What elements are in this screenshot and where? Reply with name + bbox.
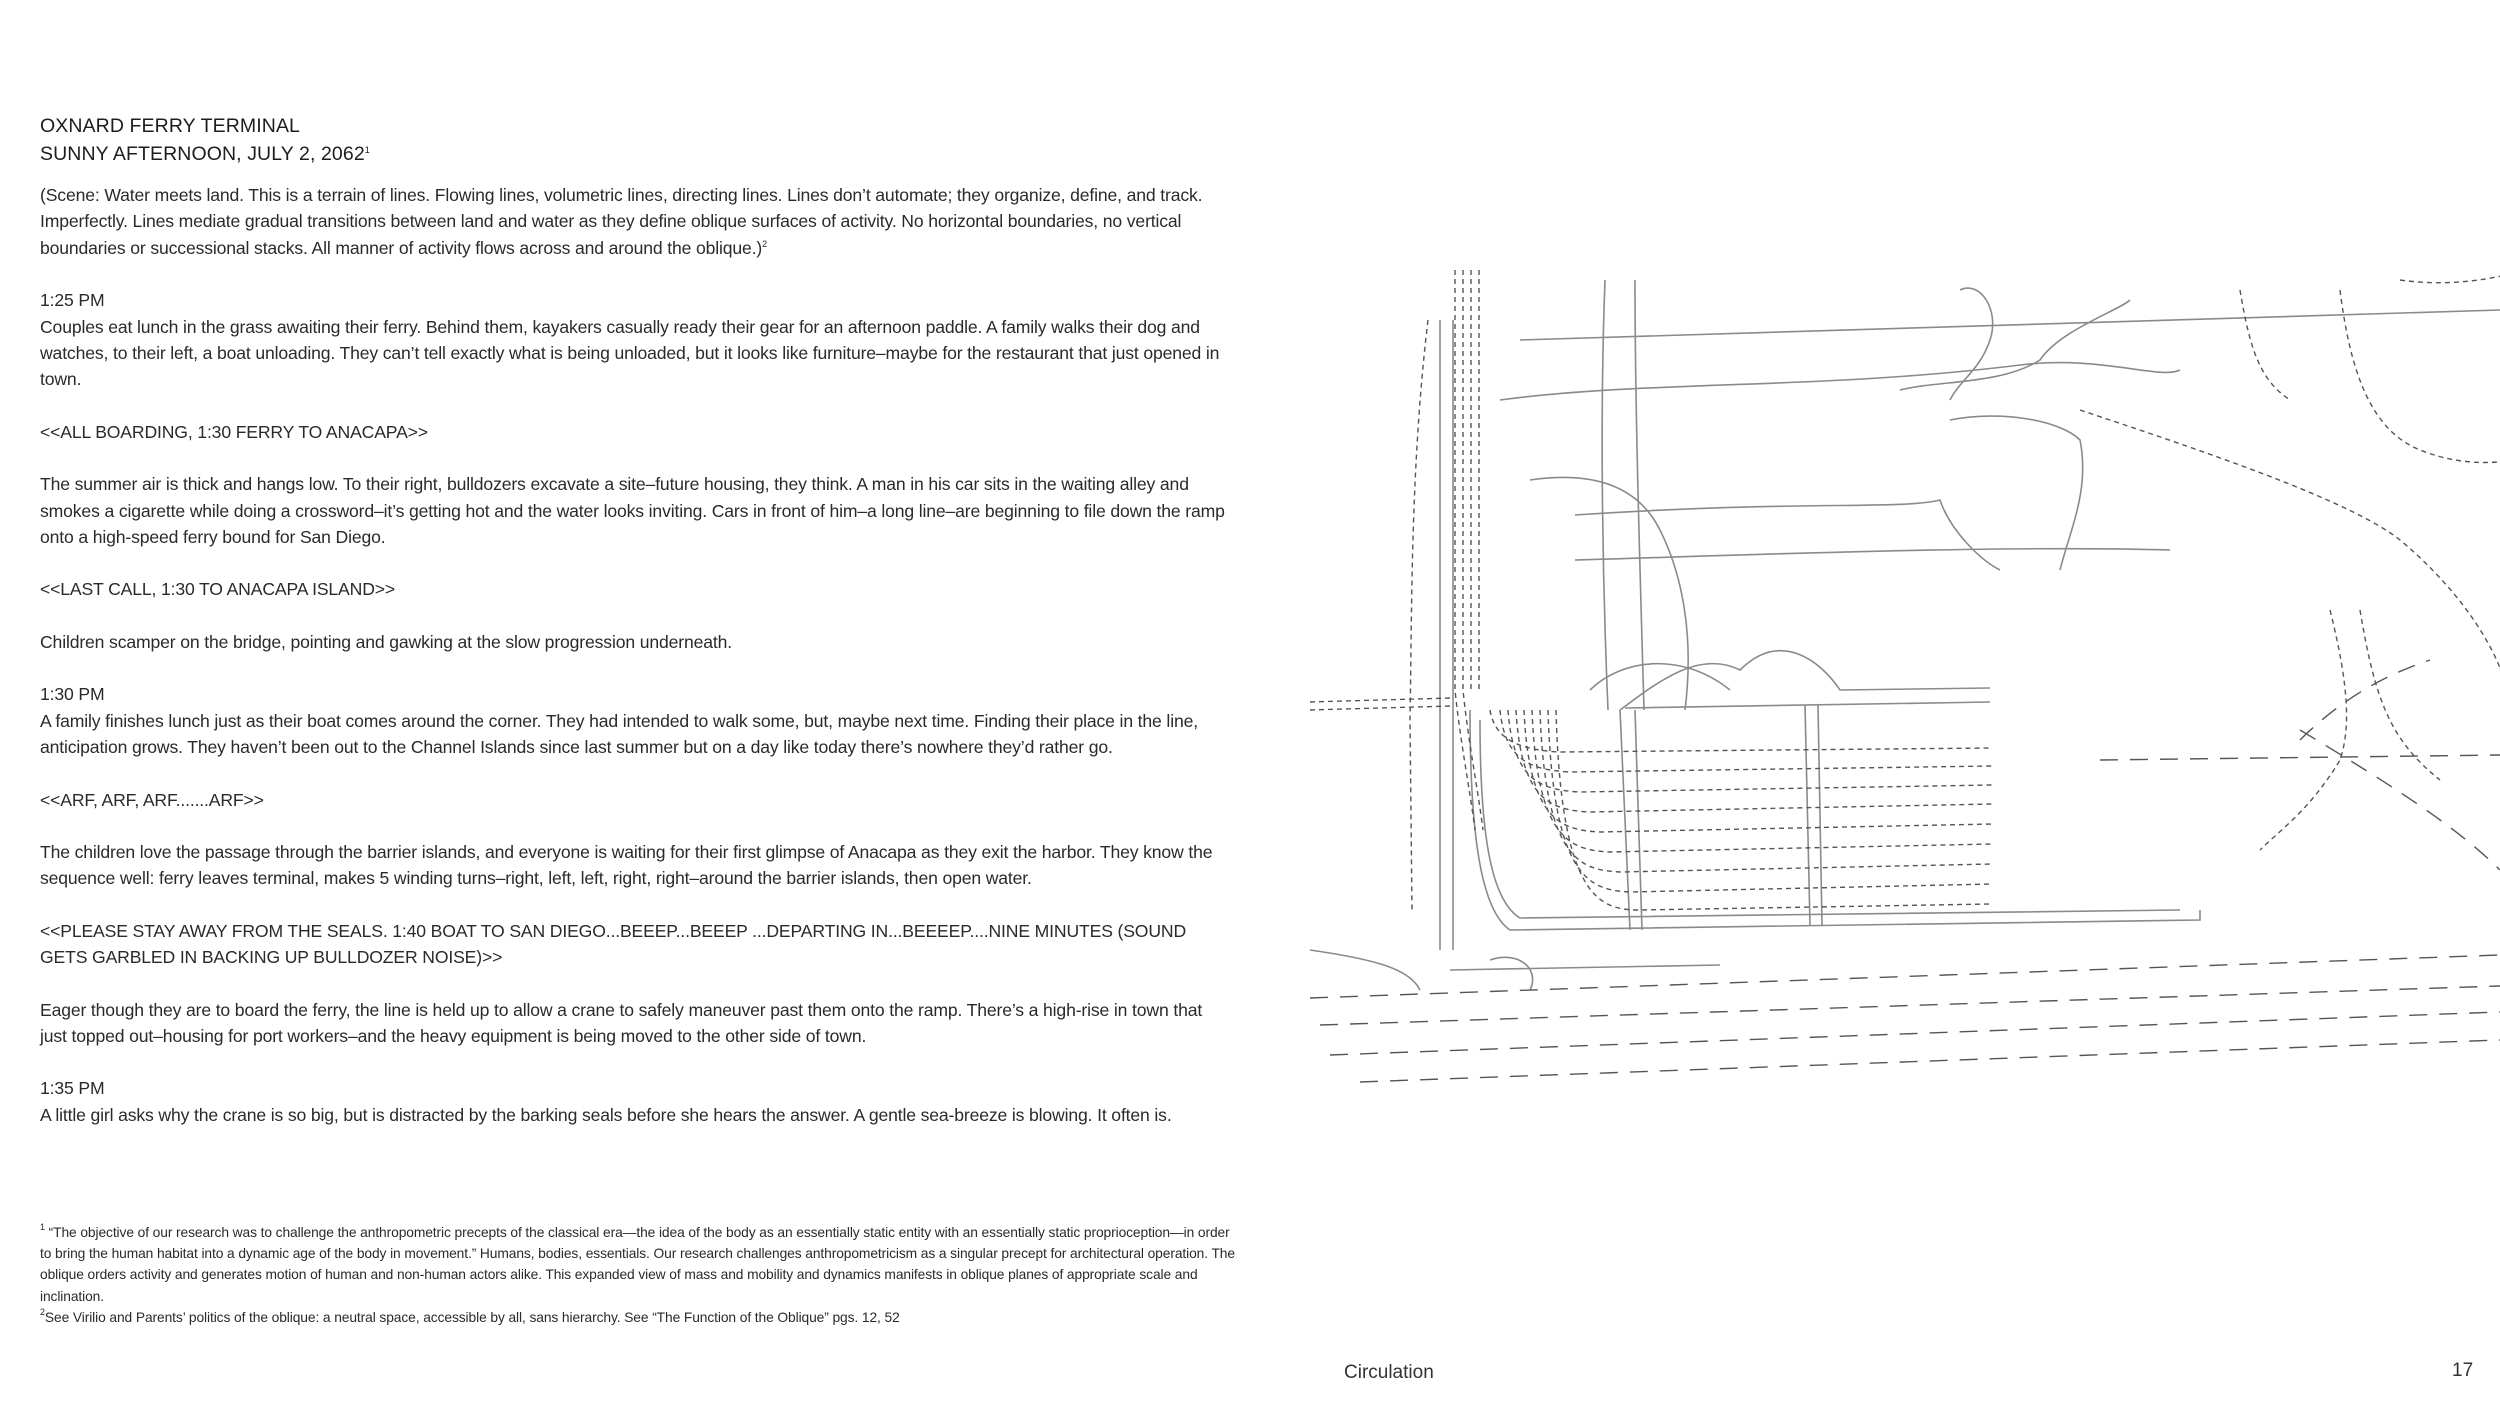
dash-line xyxy=(2360,610,2440,780)
footnote-ref-2: 2 xyxy=(762,238,767,249)
path-line xyxy=(1625,702,1990,708)
path-line xyxy=(1818,705,1822,925)
paragraph: The children love the passage through the barrier islands, and everyone is waiting for their first glimpse of Anacapa as they exit the harbor. They know the sequence well: ferry leaves terminal, makes 5 winding turns–right, left, left, right, right–around the barrier islands, then open water. xyxy=(40,841,1213,889)
paragraph: Eager though they are to board the ferry, the line is held up to allow a crane to safely maneuver past them onto the ramp. There’s a high-rise in town that just topped out–housing for port workers–and the heavy equipment is being moved to the other side of town. xyxy=(40,999,1203,1046)
footnote-1-mark: 1 xyxy=(40,1222,45,1232)
paragraph: A little girl asks why the crane is so big, but is distracted by the barking seals before she hears the answer. A gentle sea-breeze is blowing. It often is. xyxy=(40,1104,1172,1125)
dash-line xyxy=(2400,270,2500,283)
dash-line xyxy=(1540,710,1992,872)
heading-location: OXNARD FERRY TERMINAL xyxy=(40,115,300,137)
water-line xyxy=(2300,730,2500,870)
heading-date xyxy=(40,140,1232,168)
dash-line xyxy=(1455,270,1475,830)
path-line xyxy=(1602,280,1608,710)
water-line xyxy=(2300,660,2430,740)
dash-line xyxy=(2080,410,2500,700)
path-line xyxy=(1620,651,1990,710)
path-line xyxy=(1805,705,1810,925)
dash-line xyxy=(1516,710,1992,812)
time-stamp: 1:30 PM xyxy=(40,684,105,705)
water-line xyxy=(1360,1040,2500,1082)
dash-line xyxy=(1310,698,1450,702)
dash-line xyxy=(1500,710,1992,772)
path-line xyxy=(1310,950,1420,990)
dash-line xyxy=(2260,610,2347,850)
path-line xyxy=(1620,710,1630,930)
path-line xyxy=(1950,288,1993,400)
path-line xyxy=(1470,710,2200,930)
dash-line xyxy=(2240,290,2290,400)
path-line xyxy=(1520,310,2500,340)
announcement: <<ARF, ARF, ARF.......ARF>> xyxy=(40,789,264,810)
footnote-1-text: “The objective of our research was to challenge the anthropometric precepts of the classical era—the idea of the body as an essentially static entity with an essentially static proprioception—in order to bring the human habitat into a dynamic age of the body in movement.” Humans, bodies, essentials. Our research challenges anthropometricism as a singular precept for architectural operation. The oblique orders activity and generates motion of human and non-human actors alike. This expanded view of mass and mobility and dynamics manifests in oblique planes of appropriate scale and inclination. xyxy=(40,1225,1235,1304)
paragraph: The summer air is thick and hangs low. To their right, bulldozers excavate a site–future housing, they think. A man in his car sits in the waiting alley and smokes a cigarette while doing a crossword–it’s getting hot and the water looks inviting. Cars in front of him–a long line–are beginning to file down the ramp onto a high-speed ferry bound for San Diego. xyxy=(40,474,1225,548)
footnote-2-text: See Virilio and Parents’ politics of the oblique: a neutral space, accessible by all, sans hierarchy. See “The Function of the Oblique” pgs. 12, 52 xyxy=(44,1309,900,1325)
path-line xyxy=(1590,664,1730,690)
path-line xyxy=(1490,957,1533,990)
paragraph: A family finishes lunch just as their boat comes around the corner. They had intended to walk some, but, maybe next time. Finding their place in the line, anticipation grows. They haven’t been out to the Channel Islands since last summer but on a day like today there’s nowhere they’d rather go. xyxy=(40,710,1198,758)
footnote-2-mark: 2 xyxy=(40,1306,45,1317)
water-line xyxy=(2100,755,2500,760)
dash-line xyxy=(1548,710,1992,892)
path-line xyxy=(1450,965,1720,970)
page-number: 17 xyxy=(2452,1360,2474,1381)
dash-line xyxy=(1490,710,1992,752)
path-line xyxy=(1480,720,2180,918)
announcement: <<ALL BOARDING, 1:30 FERRY TO ANACAPA>> xyxy=(40,421,428,442)
scene-text: (Scene: Water meets land. This is a terrain of lines. Flowing lines, volumetric lines, directing lines. Lines don’t automate; they organize, define, and track. Imperfectly. Lines mediate gradual transitions between land and water as they define oblique surfaces of activity. No horizontal boundaries, no vertical boundaries or successional stacks. All manner of activity flows across and around the oblique.) xyxy=(40,185,1203,258)
paragraph: Children scamper on the bridge, pointing and gawking at the slow progression underneath. xyxy=(40,631,732,652)
paragraph: Couples eat lunch in the grass awaiting their ferry. Behind them, kayakers casually ready their gear for an afternoon paddle. A family walks their dog and watches, to their left, a boat unloading. They can’t tell exactly what is being unloaded, but it looks like furniture–maybe for the restaurant that just opened in town. xyxy=(40,316,1220,390)
path-line xyxy=(1635,280,1644,710)
time-stamp: 1:25 PM xyxy=(40,290,105,311)
path-line xyxy=(1900,300,2130,390)
footnote-1 xyxy=(40,1222,1240,1307)
solid-circulation-lines xyxy=(1310,280,2500,990)
scene-paragraph xyxy=(40,182,1232,261)
heading-date-text: SUNNY AFTERNOON, JULY 2, 2062 xyxy=(40,143,365,165)
dash-line xyxy=(1410,320,1428,910)
announcement: <<LAST CALL, 1:30 TO ANACAPA ISLAND>> xyxy=(40,579,396,600)
footnote-ref-1: 1 xyxy=(364,145,370,155)
dashed-circulation-lines xyxy=(1310,270,2500,910)
footnotes xyxy=(40,1222,1240,1328)
narrative-text xyxy=(40,112,1232,1154)
path-line xyxy=(1575,549,2170,560)
dash-line xyxy=(1310,706,1450,710)
circulation-line-drawing xyxy=(1300,270,2500,1120)
announcement: <<PLEASE STAY AWAY FROM THE SEALS. 1:40 BOAT TO SAN DIEGO...BEEEP...BEEEP ...DEPARTING IN...BEEEEP....NINE MINUTES (SOUND GETS GARBLED IN BACKING UP BULLDOZER NOISE)>> xyxy=(40,920,1187,968)
time-stamp: 1:35 PM xyxy=(40,1078,105,1099)
dash-line xyxy=(1532,710,1992,852)
footnote-2 xyxy=(40,1307,1240,1328)
dash-line xyxy=(1508,710,1992,792)
dash-line xyxy=(2340,290,2500,463)
long-dash-water-lines xyxy=(1310,660,2500,1082)
path-line xyxy=(1635,710,1642,930)
section-label: Circulation xyxy=(1344,1362,1434,1383)
